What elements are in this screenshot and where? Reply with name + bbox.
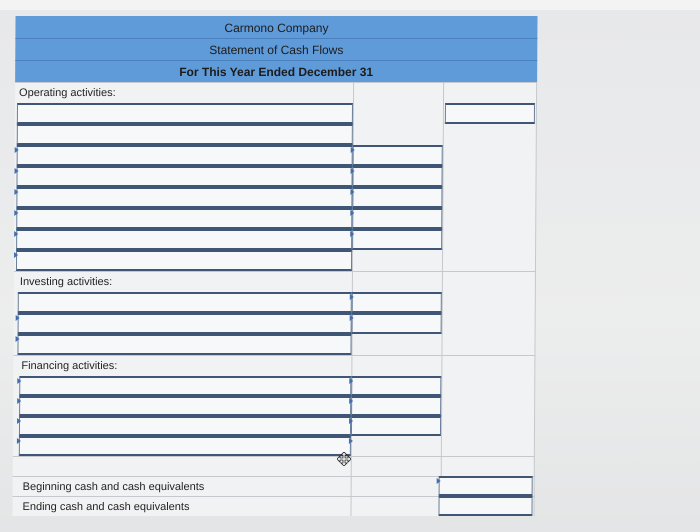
company-name: Carmono Company [224, 21, 329, 35]
row-marker-icon [17, 398, 21, 404]
beginning-cash-label: Beginning cash and cash equivalents [22, 481, 205, 493]
operating-description-input[interactable] [16, 229, 352, 250]
operating-amount-input[interactable] [352, 208, 442, 229]
financing-activities-label: Financing activities: [21, 360, 118, 372]
row-marker-icon [14, 252, 18, 258]
statement-header [15, 16, 537, 82]
financing-amount-input[interactable] [351, 416, 441, 436]
investing-activities-label: Investing activities: [19, 276, 113, 288]
statement-title: Statement of Cash Flows [209, 43, 344, 57]
operating-header-row [15, 82, 537, 103]
investing-header-row [14, 271, 536, 292]
financing-description-input[interactable] [19, 436, 351, 456]
column-divider [533, 82, 537, 516]
investing-description-input[interactable] [18, 313, 352, 334]
row-marker-icon [15, 147, 19, 153]
financing-amount-input[interactable] [351, 376, 441, 396]
operating-description-input[interactable] [16, 166, 352, 187]
row-marker-icon [351, 168, 355, 174]
operating-description-input[interactable] [16, 250, 352, 271]
operating-amount-input[interactable] [352, 187, 442, 208]
row-marker-icon [350, 231, 354, 237]
investing-amount-input[interactable] [352, 313, 442, 334]
beginning-cash-input[interactable] [439, 476, 533, 496]
operating-description-input[interactable] [16, 208, 352, 229]
statement-period: For This Year Ended December 31 [179, 65, 374, 79]
row-marker-icon [16, 336, 20, 342]
row-marker-icon [349, 378, 353, 384]
investing-description-input[interactable] [17, 334, 351, 355]
financing-description-input[interactable] [19, 416, 351, 436]
spacer-row [13, 456, 535, 477]
operating-description-input[interactable] [17, 124, 353, 145]
header-divider [15, 60, 537, 61]
move-cursor-icon [337, 452, 351, 466]
operating-description-input[interactable] [17, 145, 353, 166]
financing-header-row [13, 355, 535, 376]
row-marker-icon [17, 378, 21, 384]
row-marker-icon [350, 189, 354, 195]
row-marker-icon [14, 231, 18, 237]
operating-amount-input[interactable] [352, 166, 442, 187]
row-marker-icon [349, 398, 353, 404]
row-marker-icon [17, 438, 21, 444]
row-marker-icon [17, 418, 21, 424]
row-marker-icon [349, 418, 353, 424]
investing-description-input[interactable] [18, 292, 352, 313]
ending-cash-label: Ending cash and cash equivalents [22, 501, 190, 513]
financing-description-input[interactable] [19, 376, 351, 396]
row-marker-icon [14, 210, 18, 216]
operating-amount-input[interactable] [353, 145, 443, 166]
top-bar [0, 0, 700, 10]
operating-amount-input[interactable] [352, 229, 442, 250]
row-marker-icon [15, 168, 19, 174]
financing-description-input[interactable] [19, 396, 351, 416]
row-marker-icon [14, 189, 18, 195]
row-marker-icon [351, 147, 355, 153]
operating-activities-label: Operating activities: [19, 87, 116, 99]
operating-description-input[interactable] [17, 103, 353, 124]
ending-cash-input[interactable] [438, 496, 532, 516]
cash-flow-worksheet [12, 16, 537, 516]
header-divider [15, 38, 537, 39]
row-marker-icon [437, 478, 441, 484]
row-marker-icon [350, 294, 354, 300]
investing-amount-input[interactable] [352, 292, 442, 313]
row-marker-icon [16, 315, 20, 321]
operating-description-input[interactable] [16, 187, 352, 208]
operating-total-input[interactable] [445, 103, 535, 124]
row-marker-icon [350, 210, 354, 216]
financing-amount-input[interactable] [351, 396, 441, 416]
row-marker-icon [350, 315, 354, 321]
row-marker-icon [349, 438, 353, 444]
